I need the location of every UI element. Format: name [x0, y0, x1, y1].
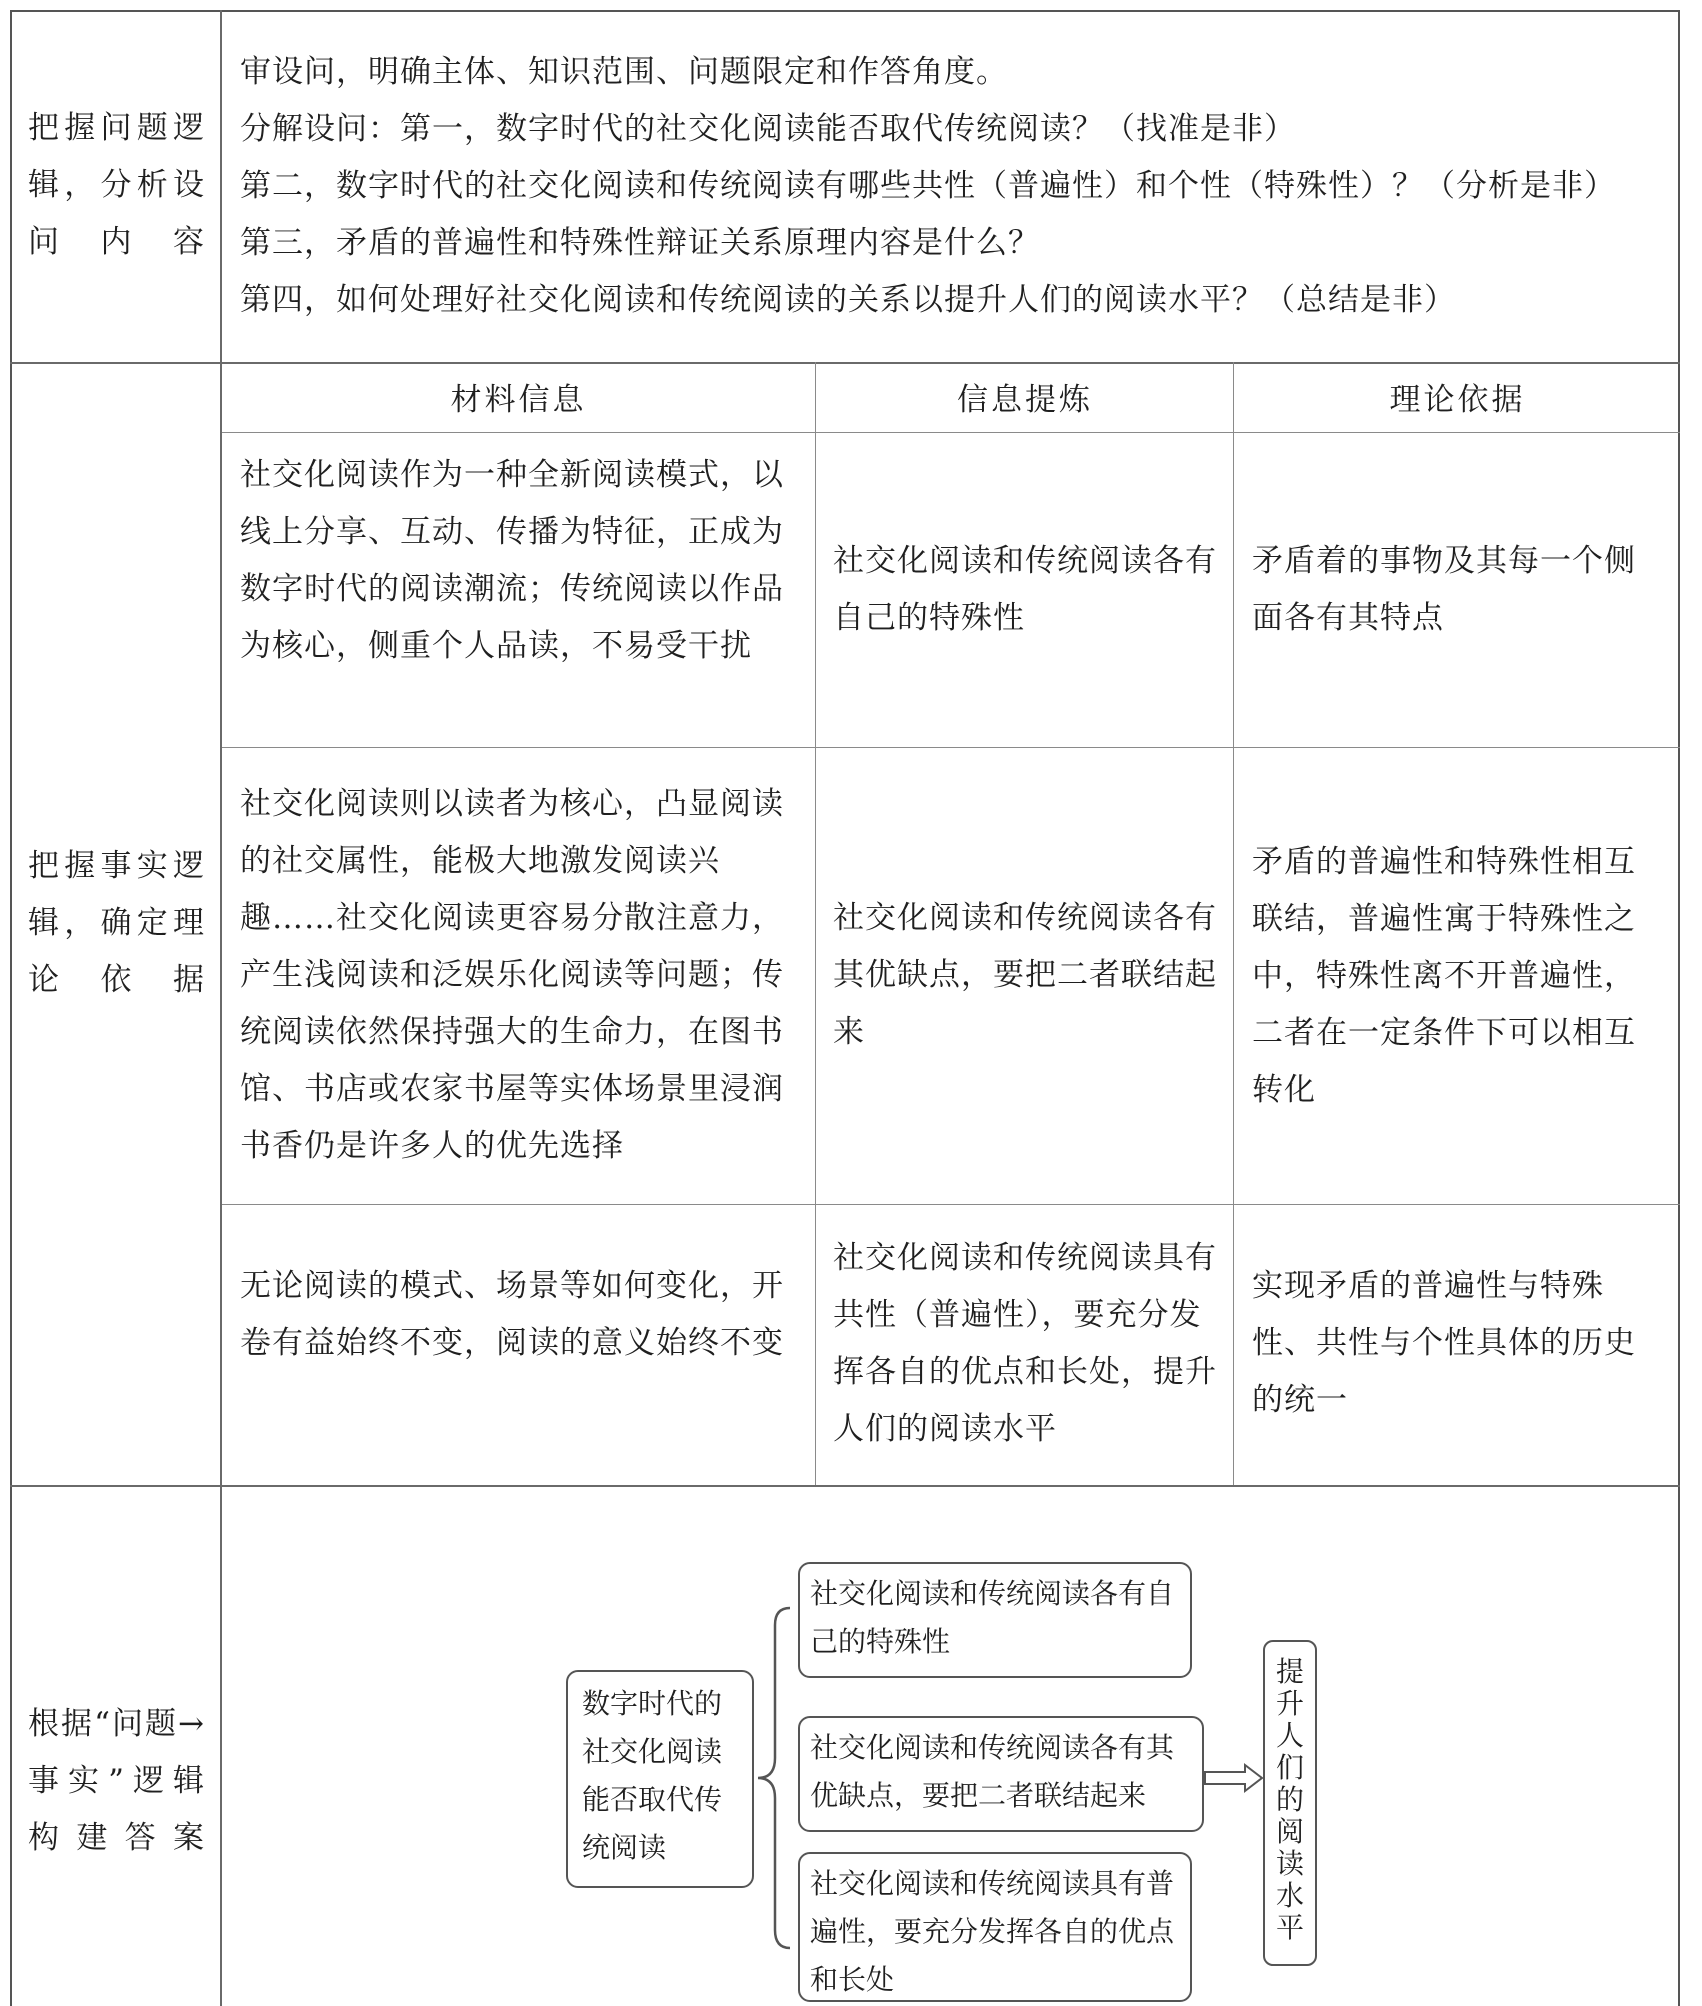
column-header-theory: 理论依据 — [1389, 382, 1526, 418]
column-header-extract: 信息提炼 — [957, 382, 1093, 418]
row-label-question-logic: 把握问题逻辑，分析设问内容 — [28, 110, 206, 260]
question-line: 第三，矛盾的普遍性和特殊性辩证关系原理内容是什么？ — [240, 225, 1040, 261]
conclusion-char: 升 — [1275, 1687, 1304, 1720]
theory-cell: 矛盾的普遍性和特殊性相互联结，普遍性寓于特殊性之中，特殊性离不开普遍性，二者在一定条件下可以相互转化 — [1252, 844, 1636, 1108]
conclusion-char: 人 — [1275, 1719, 1304, 1752]
question-line: 第二，数字时代的社交化阅读和传统阅读有哪些共性（普遍性）和个性（特殊性）？（分析是非） — [240, 168, 1616, 204]
conclusion-char: 的 — [1275, 1783, 1304, 1816]
question-line: 第四，如何处理好社交化阅读和传统阅读的关系以提升人们的阅读水平？（总结是非） — [240, 282, 1456, 318]
conclusion-char: 提 — [1275, 1655, 1304, 1688]
conclusion-char: 读 — [1275, 1847, 1304, 1880]
column-header-material: 材料信息 — [450, 382, 587, 418]
row-label-build-answer: 根据“问题→事实”逻辑构建答案 — [28, 1706, 206, 1856]
question-box: 数字时代的社交化阅读能否取代传统阅读 — [566, 1670, 754, 1888]
conclusion-box — [1263, 1640, 1317, 1966]
material-cell: 社交化阅读作为一种全新阅读模式，以线上分享、互动、传播为特征，正成为数字时代的阅读潮流；传统阅读以作品为核心，侧重个人品读，不易受干扰 — [240, 457, 784, 664]
arrow-icon — [1205, 1765, 1262, 1791]
extract-cell: 社交化阅读和传统阅读各有其优缺点，要把二者联结起来 — [833, 900, 1217, 1050]
material-cell: 社交化阅读则以读者为核心，凸显阅读的社交属性，能极大地激发阅读兴趣……社交化阅读更容易分散注意力，产生浅阅读和泛娱乐化阅读等问题；传统阅读依然保持强大的生命力，在图书馆、书店或农家书屋等实体场景里浸润书香仍是许多人的优先选择 — [240, 786, 784, 1164]
material-cell: 无论阅读的模式、场景等如何变化，开卷有益始终不变，阅读的意义始终不变 — [240, 1268, 784, 1361]
conclusion-char: 阅 — [1275, 1815, 1304, 1848]
point-box: 社交化阅读和传统阅读各有其优缺点，要把二者联结起来 — [798, 1716, 1204, 1832]
conclusion-char: 们 — [1275, 1751, 1304, 1784]
question-line: 审设问，明确主体、知识范围、问题限定和作答角度。 — [240, 54, 1008, 90]
conclusion-char: 平 — [1275, 1911, 1304, 1944]
extract-cell: 社交化阅读和传统阅读各有自己的特殊性 — [833, 543, 1217, 636]
theory-cell: 实现矛盾的普遍性与特殊性、共性与个性具体的历史的统一 — [1252, 1268, 1636, 1418]
extract-cell: 社交化阅读和传统阅读具有共性（普遍性），要充分发挥各自的优点和长处，提升人们的阅读水平 — [833, 1240, 1217, 1447]
row-label-fact-logic: 把握事实逻辑，确定理论依据 — [28, 848, 206, 998]
point-box: 社交化阅读和传统阅读具有普遍性，要充分发挥各自的优点和长处 — [798, 1852, 1192, 2002]
point-box: 社交化阅读和传统阅读各有自己的特殊性 — [798, 1562, 1192, 1678]
brace — [758, 1608, 790, 1948]
theory-cell: 矛盾着的事物及其每一个侧面各有其特点 — [1252, 543, 1636, 636]
conclusion-text — [1265, 1656, 1315, 1944]
conclusion-char: 水 — [1275, 1879, 1304, 1912]
question-line: 分解设问：第一，数字时代的社交化阅读能否取代传统阅读？（找准是非） — [240, 111, 1296, 147]
